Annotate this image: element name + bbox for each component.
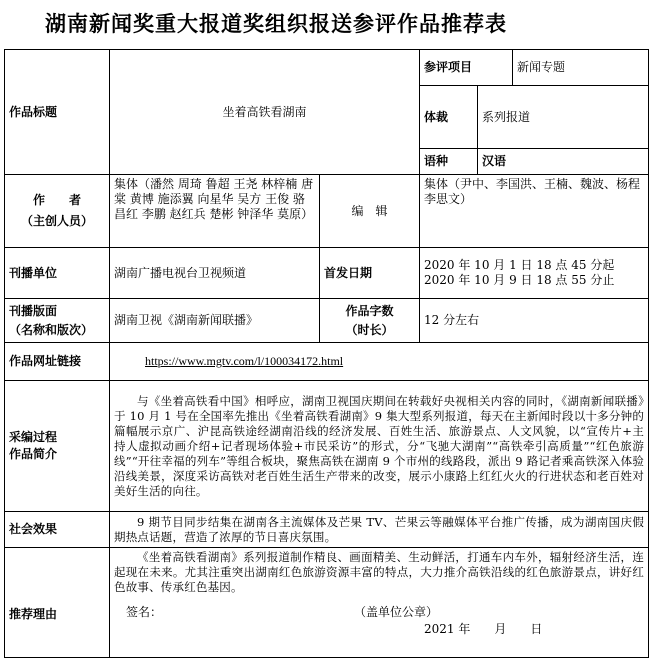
language-value: 汉语 [478, 149, 649, 175]
work-url-link[interactable]: https://www.mgtv.com/l/100034172.html [145, 354, 344, 368]
recommendation-form [4, 49, 649, 658]
first-date-line1: 2020 年 10 月 1 日 18 点 45 分起 [424, 258, 615, 272]
word-count-label [320, 299, 420, 343]
layout-label-line1: 刊播版面 [9, 303, 58, 318]
first-date-value [420, 248, 649, 299]
url-label: 作品网址链接 [5, 343, 110, 381]
process-label-line1: 采编过程 [9, 430, 58, 444]
process-label-line2: 作品简介 [9, 447, 58, 461]
genre-label: 体裁 [420, 86, 478, 149]
first-date-line2: 2020 年 10 月 9 日 18 点 55 分止 [424, 273, 615, 287]
author-value: 集体（潘然 周琦 鲁超 王尧 林梓楠 唐棠 黄博 施添翼 向星华 吴方 王俊 骆昌红 李鹏 赵红兵 楚彬 钟泽华 莫原） [110, 175, 320, 248]
project-label: 参评项目 [420, 50, 513, 86]
work-title-value: 坐着高铁看湖南 [110, 50, 420, 175]
page-title: 湖南新闻奖重大报道奖组织报送参评作品推荐表 [45, 12, 507, 36]
editor-label: 编 辑 [320, 175, 420, 248]
layout-value: 湖南卫视《湖南新闻联播》 [110, 299, 320, 343]
sign-date: 2021 年 月 日 [424, 622, 543, 636]
work-title-label: 作品标题 [5, 50, 110, 175]
layout-label-line2: （名称和版次） [9, 322, 94, 337]
language-label: 语种 [420, 149, 478, 175]
word-count-label-line1: 作品字数 [345, 303, 394, 318]
project-value: 新闻专题 [513, 50, 649, 86]
signature-area [114, 595, 644, 635]
layout-label [5, 299, 110, 343]
author-label [5, 175, 110, 248]
author-label-line1: 作 者 [32, 193, 81, 207]
publisher-label: 刊播单位 [5, 248, 110, 299]
social-label: 社会效果 [5, 512, 110, 548]
word-count-label-line2: （时长） [345, 322, 394, 337]
genre-value: 系列报道 [478, 86, 649, 149]
editor-value: 集体（尹中、李国洪、王楠、魏波、杨程 李思文） [420, 175, 649, 248]
reason-label: 推荐理由 [5, 548, 110, 658]
publisher-value: 湖南广播电视台卫视频道 [110, 248, 320, 299]
social-value: 9 期节目同步结集在湖南各主流媒体及芒果 TV、芒果云等融媒体平台推广传播，成为湖南国庆假期热点话题，营造了浓厚的节日喜庆氛围。 [110, 512, 649, 548]
process-value: 与《坐着高铁看中国》相呼应，湖南卫视国庆期间在转载好央视相关内容的同时，《湖南新闻联播》于 10 月 1 号在全国率先推出《坐着高铁看湖南》9 集大型系列报道，每天在主新闻时段以十多分钟的篇幅展示京广、沪昆高铁途经湖南沿线的经济发展、百姓生活、旅游景点、人文风貌，以“宣传片+主持人虚拟动画介绍+记者现场体验+市民采访”的形式，分“飞驰大湖南”“高铁牵引高质量”“红色旅游线”“开往幸福的列车”等组合板块，聚焦高铁在湖南 9 个市州的线路段，派出 9 路记者乘高铁深入体验沿线美景，深度采访高铁对老百姓生活生产带来的改变，展示小康路上红红火火的行进状态和老百姓对美好生活的向往。 [110, 381, 649, 512]
reason-value: 《坐着高铁看湖南》系列报道制作精良、画面精美、生动鲜活，打通车内车外，辐射经济生活，连起现在未来。尤其注重突出湖南红色旅游资源丰富的特点，大力推介高铁沿线的红色旅游景点，讲好红色故事、传承红色基因。 [114, 550, 645, 594]
sign-label: 签名： [126, 605, 163, 619]
seal-text: （盖单位公章） [354, 605, 439, 619]
process-label [5, 381, 110, 512]
first-date-label: 首发日期 [320, 248, 420, 299]
word-count-value: 12 分左右 [420, 299, 649, 343]
author-label-line2: （主创人员） [20, 214, 93, 228]
